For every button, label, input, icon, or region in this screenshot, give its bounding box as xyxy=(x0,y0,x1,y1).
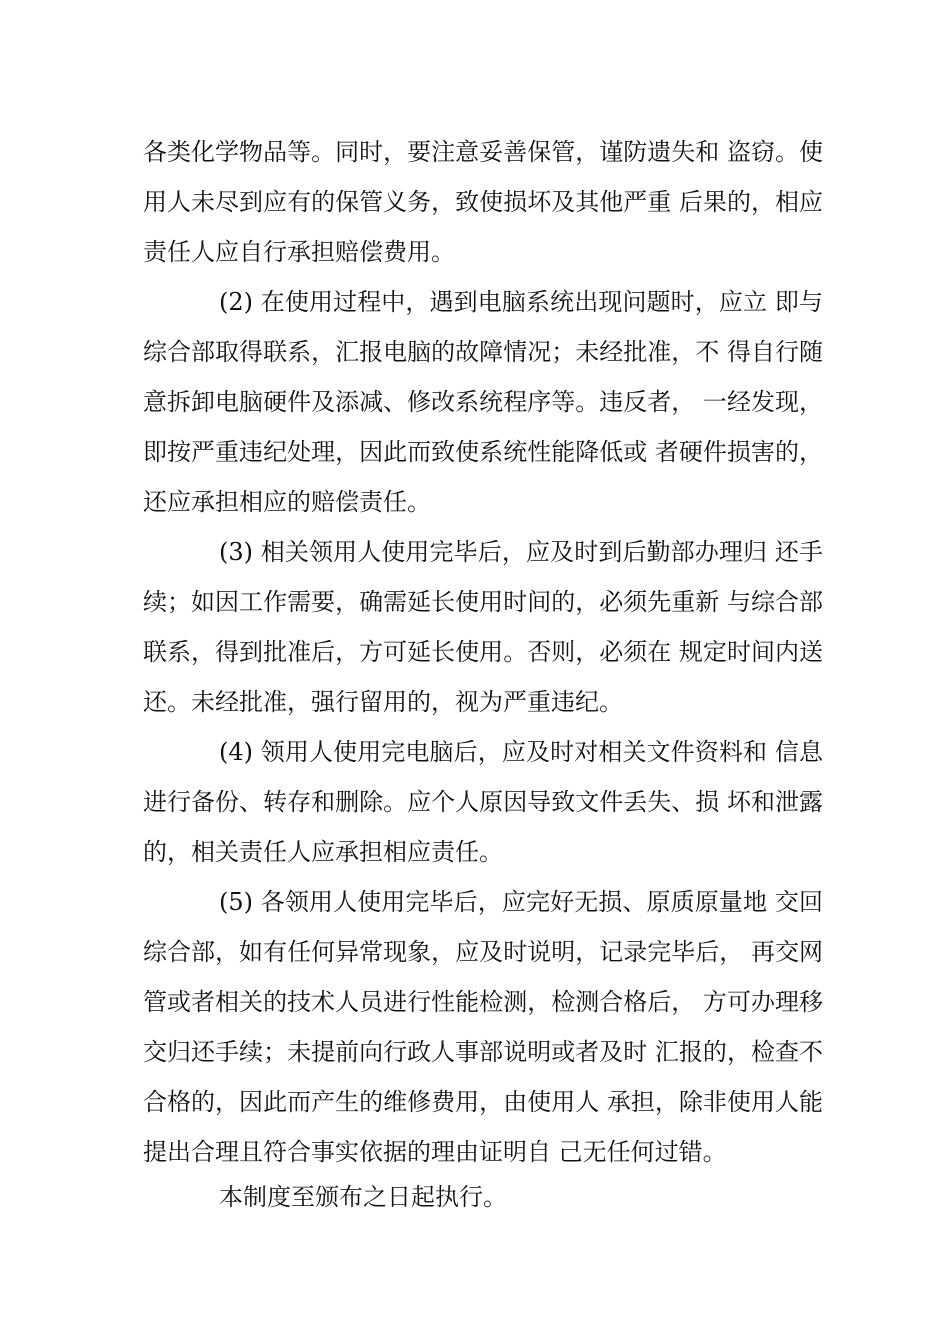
text-line: 意拆卸电脑硬件及添减、修改系统程序等。违反者， 一经发现， xyxy=(143,388,823,416)
text-line: 责任人应自行承担赔偿费用。 xyxy=(143,238,455,266)
paragraph-item-4-line: (4) 领用人使用完电脑后，应及时对相关文件资料和 信息 xyxy=(219,738,823,766)
text-line: 合格的，因此而产生的维修费用，由使用人 承担，除非使用人能 xyxy=(143,1088,823,1116)
text-line: 还应承担相应的赔偿责任。 xyxy=(143,488,431,516)
text-line: 即按严重违纪处理，因此而致使系统性能降低或 者硬件损害的， xyxy=(143,438,823,466)
paragraph-item-5-line: (5) 各领用人使用完毕后，应完好无损、原质原量地 交回 xyxy=(219,888,823,916)
document-body xyxy=(143,127,823,1217)
paragraph-item-3-line: (3) 相关领用人使用完毕后，应及时到后勤部办理归 还手 xyxy=(219,538,823,566)
text-line: 综合部取得联系，汇报电脑的故障情况；未经批准，不 得自行随 xyxy=(143,338,823,366)
text-line: 用人未尽到应有的保管义务，致使损坏及其他严重 后果的，相应 xyxy=(143,188,823,216)
text-line: 管或者相关的技术人员进行性能检测，检测合格后， 方可办理移 xyxy=(143,988,823,1016)
closing-statement: 本制度至颁布之日起执行。 xyxy=(219,1183,507,1211)
text-line: 续；如因工作需要，确需延长使用时间的，必须先重新 与综合部 xyxy=(143,588,823,616)
text-line: 综合部，如有任何异常现象，应及时说明，记录完毕后， 再交网 xyxy=(143,938,823,966)
paragraph-item-2-line: (2) 在使用过程中，遇到电脑系统出现问题时，应立 即与 xyxy=(219,288,823,316)
text-line: 进行备份、转存和删除。应个人原因导致文件丢失、损 坏和泄露 xyxy=(143,788,823,816)
text-line: 的，相关责任人应承担相应责任。 xyxy=(143,838,503,866)
text-line: 联系，得到批准后，方可延长使用。否则，必须在 规定时间内送 xyxy=(143,638,823,666)
text-line: 交归还手续；未提前向行政人事部说明或者及时 汇报的，检查不 xyxy=(143,1038,823,1066)
text-line: 提出合理且符合事实依据的理由证明自 己无任何过错。 xyxy=(143,1138,727,1166)
text-line: 还。未经批准，强行留用的，视为严重违纪。 xyxy=(143,688,623,716)
text-line: 各类化学物品等。同时，要注意妥善保管，谨防遗失和 盗窃。使 xyxy=(143,138,823,166)
